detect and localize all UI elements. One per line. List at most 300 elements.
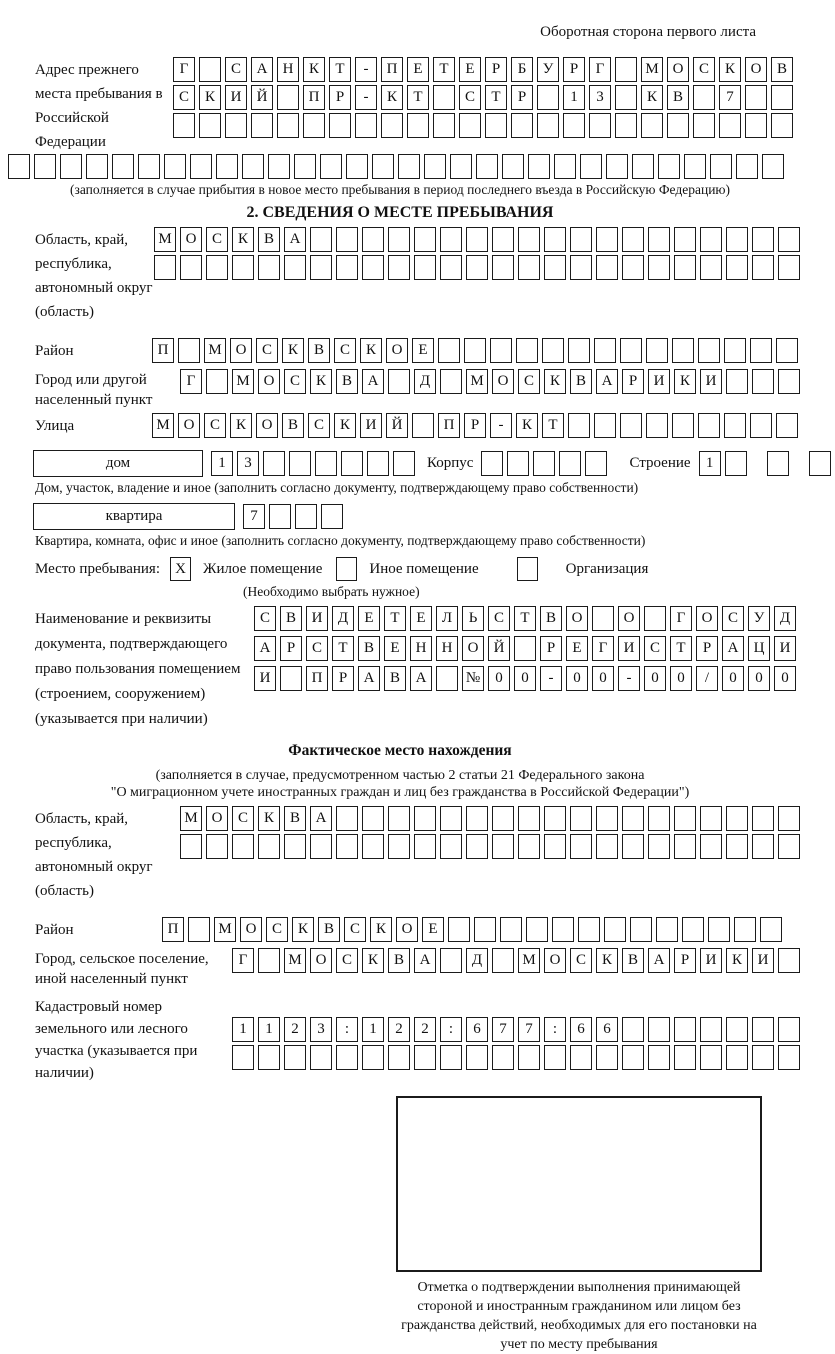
region-rows bbox=[154, 227, 804, 283]
char-box-empty bbox=[188, 917, 210, 942]
apartment-cells bbox=[243, 504, 347, 529]
char-box-filled: М bbox=[154, 227, 176, 252]
char-box-empty bbox=[622, 834, 644, 859]
stroenie-extra-cell-2 bbox=[809, 451, 835, 476]
char-box-empty bbox=[604, 917, 626, 942]
char-box-empty bbox=[474, 917, 496, 942]
char-box-filled: Ц bbox=[748, 636, 770, 661]
char-box-empty bbox=[310, 834, 332, 859]
char-box-filled: О bbox=[180, 227, 202, 252]
char-box-filled: К bbox=[726, 948, 748, 973]
char-box-filled: Р bbox=[540, 636, 562, 661]
char-box-filled: В bbox=[540, 606, 562, 631]
actual-city-label: Город, сельское поселение, иной населенный пункт bbox=[35, 951, 209, 987]
char-box-empty bbox=[372, 154, 394, 179]
char-box-empty bbox=[414, 806, 436, 831]
char-box-filled: А bbox=[358, 666, 380, 691]
char-box-filled: М bbox=[204, 338, 226, 363]
page-side-note: Оборотная сторона первого листа bbox=[540, 24, 756, 40]
char-box-empty bbox=[398, 154, 420, 179]
char-box-empty bbox=[568, 338, 590, 363]
char-box-filled: П bbox=[303, 85, 325, 110]
char-box-filled: А bbox=[410, 666, 432, 691]
char-box-filled: К bbox=[199, 85, 221, 110]
street-field bbox=[35, 413, 800, 441]
char-box-filled: Н bbox=[436, 636, 458, 661]
char-box-filled: В bbox=[336, 369, 358, 394]
char-box-filled: Ь bbox=[462, 606, 484, 631]
char-box-filled: К bbox=[370, 917, 392, 942]
char-box-filled: Р bbox=[280, 636, 302, 661]
char-box-empty bbox=[648, 834, 670, 859]
actual-district-row bbox=[162, 917, 786, 942]
char-box-empty bbox=[199, 57, 221, 82]
char-box-filled: К bbox=[381, 85, 403, 110]
region-field bbox=[35, 227, 800, 324]
char-box-empty bbox=[511, 113, 533, 138]
char-box-filled: М bbox=[152, 413, 174, 438]
cadastre-label: Кадастровый номер земельного или лесного участка (указывается при наличии) bbox=[35, 999, 198, 1081]
char-box-filled: И bbox=[700, 948, 722, 973]
char-box-filled: Т bbox=[332, 636, 354, 661]
char-box-filled: Е bbox=[384, 636, 406, 661]
street-row bbox=[152, 413, 802, 438]
char-box-empty bbox=[752, 806, 774, 831]
cadastre-row-1 bbox=[232, 1017, 804, 1042]
char-box-filled: С bbox=[232, 806, 254, 831]
char-box-empty bbox=[232, 1045, 254, 1070]
stay-type-label: Место пребывания: bbox=[35, 560, 160, 577]
char-box-filled: Е bbox=[358, 606, 380, 631]
char-box-filled: И bbox=[774, 636, 796, 661]
cadastre-row-2 bbox=[232, 1045, 804, 1070]
document-row-1 bbox=[254, 606, 800, 631]
char-box-filled: 7 bbox=[243, 504, 265, 529]
char-box-filled: П bbox=[162, 917, 184, 942]
char-box-empty bbox=[481, 451, 503, 476]
char-box-empty bbox=[537, 113, 559, 138]
char-box-filled: О bbox=[618, 606, 640, 631]
char-box-empty bbox=[570, 806, 592, 831]
char-box-filled: Р bbox=[511, 85, 533, 110]
char-box-filled: В bbox=[622, 948, 644, 973]
char-box-filled: Н bbox=[277, 57, 299, 82]
char-box-empty bbox=[644, 606, 666, 631]
char-box-filled: К bbox=[310, 369, 332, 394]
char-box-filled: К bbox=[544, 369, 566, 394]
char-box-filled: - bbox=[355, 85, 377, 110]
char-box-filled: У bbox=[537, 57, 559, 82]
char-box-empty bbox=[752, 834, 774, 859]
char-box-filled: О bbox=[544, 948, 566, 973]
checkbox-organization bbox=[517, 557, 538, 581]
char-box-empty bbox=[289, 451, 311, 476]
char-box-filled: В bbox=[771, 57, 793, 82]
char-box-empty bbox=[594, 413, 616, 438]
char-box-empty bbox=[60, 154, 82, 179]
char-box-empty bbox=[414, 227, 436, 252]
char-box-empty bbox=[674, 227, 696, 252]
char-box-empty bbox=[700, 1045, 722, 1070]
char-box-empty bbox=[594, 338, 616, 363]
option-organization-label: Организация bbox=[565, 560, 649, 577]
char-box-empty bbox=[464, 338, 486, 363]
char-box-filled: А bbox=[648, 948, 670, 973]
char-box-empty bbox=[448, 917, 470, 942]
char-box-empty bbox=[724, 413, 746, 438]
char-box-empty bbox=[698, 413, 720, 438]
district-label: Район bbox=[35, 343, 74, 359]
char-box-filled: О bbox=[696, 606, 718, 631]
char-box-filled: К bbox=[674, 369, 696, 394]
char-box-empty bbox=[648, 255, 670, 280]
char-box-filled: С bbox=[518, 369, 540, 394]
char-box-empty bbox=[620, 413, 642, 438]
char-box-empty bbox=[684, 154, 706, 179]
char-box-empty bbox=[537, 85, 559, 110]
char-box-empty bbox=[700, 806, 722, 831]
char-box-filled: 6 bbox=[570, 1017, 592, 1042]
char-box-empty bbox=[596, 806, 618, 831]
char-box-empty bbox=[674, 834, 696, 859]
char-box-empty bbox=[173, 113, 195, 138]
char-box-empty bbox=[726, 227, 748, 252]
char-box-filled: 3 bbox=[310, 1017, 332, 1042]
char-box-filled: К bbox=[230, 413, 252, 438]
char-box-filled: 1 bbox=[232, 1017, 254, 1042]
document-row-2 bbox=[254, 636, 800, 661]
char-box-filled: 2 bbox=[388, 1017, 410, 1042]
korpus-cells bbox=[481, 451, 611, 476]
char-box-empty bbox=[466, 255, 488, 280]
char-box-filled: : bbox=[336, 1017, 358, 1042]
char-box-filled: - bbox=[355, 57, 377, 82]
char-box-filled: 0 bbox=[670, 666, 692, 691]
city-label: Город или другой населенный пункт bbox=[35, 372, 153, 408]
char-box-filled: Д bbox=[332, 606, 354, 631]
char-box-filled: : bbox=[544, 1017, 566, 1042]
char-box-filled: В bbox=[258, 227, 280, 252]
char-box-empty bbox=[440, 806, 462, 831]
char-box-filled: С bbox=[570, 948, 592, 973]
char-box-filled: Б bbox=[511, 57, 533, 82]
actual-location-note-2: "О миграционном учете иностранных граждан и лиц без гражданства в Российской Федерации") bbox=[110, 785, 690, 800]
char-box-empty bbox=[268, 154, 290, 179]
korpus-label: Корпус bbox=[427, 455, 474, 471]
stamp-caption: Отметка о подтверждении выполнения принимающей стороной и иностранным гражданином или лицом без гражданства действий, необходимых для его постановки на учет по месту пребывания bbox=[401, 1280, 757, 1352]
char-box-filled: И bbox=[648, 369, 670, 394]
char-box-empty bbox=[414, 1045, 436, 1070]
char-box-empty bbox=[407, 113, 429, 138]
char-box-empty bbox=[336, 1045, 358, 1070]
char-box-empty bbox=[592, 606, 614, 631]
char-box-empty bbox=[674, 255, 696, 280]
char-box-filled: Е bbox=[566, 636, 588, 661]
char-box-empty bbox=[656, 917, 678, 942]
char-box-empty bbox=[381, 113, 403, 138]
char-box-filled: 0 bbox=[514, 666, 536, 691]
char-box-filled: М bbox=[466, 369, 488, 394]
house-row bbox=[33, 450, 800, 477]
char-box-filled: В bbox=[667, 85, 689, 110]
char-box-empty bbox=[568, 413, 590, 438]
char-box-filled: В bbox=[384, 666, 406, 691]
char-box-empty bbox=[710, 154, 732, 179]
char-box-empty bbox=[336, 834, 358, 859]
char-box-empty bbox=[433, 85, 455, 110]
char-box-empty bbox=[674, 806, 696, 831]
char-box-filled: В bbox=[280, 606, 302, 631]
char-box-empty bbox=[466, 1045, 488, 1070]
char-box-empty bbox=[492, 806, 514, 831]
char-box-empty bbox=[596, 227, 618, 252]
char-box-empty bbox=[450, 154, 472, 179]
char-box-empty bbox=[648, 1017, 670, 1042]
char-box-empty bbox=[8, 154, 30, 179]
char-box-filled: С bbox=[722, 606, 744, 631]
char-box-empty bbox=[544, 834, 566, 859]
char-box-empty bbox=[693, 113, 715, 138]
char-box-filled: 3 bbox=[237, 451, 259, 476]
char-box-filled: Е bbox=[410, 606, 432, 631]
char-box-empty bbox=[658, 154, 680, 179]
char-box-empty bbox=[778, 948, 800, 973]
char-box-empty bbox=[622, 227, 644, 252]
char-box-filled: П bbox=[152, 338, 174, 363]
char-box-empty bbox=[284, 255, 306, 280]
char-box-filled: О bbox=[256, 413, 278, 438]
char-box-empty bbox=[544, 806, 566, 831]
apartment-note: Квартира, комната, офис и иное (заполнить согласно документу, подтверждающему право собственности) bbox=[35, 533, 646, 548]
char-box-filled: И bbox=[360, 413, 382, 438]
char-box-empty bbox=[542, 338, 564, 363]
char-box-empty bbox=[258, 255, 280, 280]
char-box-empty bbox=[310, 255, 332, 280]
char-box-empty bbox=[778, 1045, 800, 1070]
char-box-empty bbox=[310, 227, 332, 252]
char-box-filled: К bbox=[334, 413, 356, 438]
char-box-filled: П bbox=[306, 666, 328, 691]
char-box-empty bbox=[388, 834, 410, 859]
char-box-filled: Р bbox=[332, 666, 354, 691]
char-box-empty bbox=[362, 806, 384, 831]
char-box-empty bbox=[242, 154, 264, 179]
char-box-filled: И bbox=[225, 85, 247, 110]
char-box-empty bbox=[693, 85, 715, 110]
char-box-empty bbox=[809, 451, 831, 476]
char-box-filled: Р bbox=[563, 57, 585, 82]
char-box-empty bbox=[570, 834, 592, 859]
char-box-filled: А bbox=[310, 806, 332, 831]
char-box-empty bbox=[646, 413, 668, 438]
char-box-empty bbox=[258, 834, 280, 859]
char-box-filled: Г bbox=[173, 57, 195, 82]
prev-address-row-1 bbox=[173, 57, 797, 82]
char-box-filled: М bbox=[232, 369, 254, 394]
char-box-empty bbox=[648, 806, 670, 831]
char-box-empty bbox=[440, 1045, 462, 1070]
char-box-filled: 0 bbox=[722, 666, 744, 691]
char-box-filled: 1 bbox=[258, 1017, 280, 1042]
char-box-empty bbox=[258, 1045, 280, 1070]
char-box-empty bbox=[726, 1045, 748, 1070]
option-other-premises-label: Иное помещение bbox=[369, 560, 479, 577]
document-label: Наименование и реквизиты документа, подтверждающего право пользования помещением (строением, сооружением) (указывается при наличии) bbox=[35, 611, 241, 727]
char-box-empty bbox=[615, 57, 637, 82]
street-label: Улица bbox=[35, 418, 75, 434]
char-box-empty bbox=[648, 227, 670, 252]
char-box-filled: Т bbox=[384, 606, 406, 631]
char-box-filled: О bbox=[178, 413, 200, 438]
char-box-filled: С bbox=[693, 57, 715, 82]
char-box-empty bbox=[190, 154, 212, 179]
char-box-empty bbox=[329, 113, 351, 138]
char-box-filled: Т bbox=[514, 606, 536, 631]
char-box-empty bbox=[178, 338, 200, 363]
char-box-filled: О bbox=[745, 57, 767, 82]
section2-title: 2. СВЕДЕНИЯ О МЕСТЕ ПРЕБЫВАНИЯ bbox=[246, 204, 554, 221]
char-box-filled: О bbox=[566, 606, 588, 631]
char-box-empty bbox=[294, 154, 316, 179]
char-box-empty bbox=[433, 113, 455, 138]
char-box-empty bbox=[724, 338, 746, 363]
char-box-empty bbox=[667, 113, 689, 138]
char-box-empty bbox=[760, 917, 782, 942]
house-number-cells bbox=[211, 451, 419, 476]
char-box-empty bbox=[232, 255, 254, 280]
char-box-empty bbox=[544, 255, 566, 280]
char-box-filled: Г bbox=[592, 636, 614, 661]
char-box-empty bbox=[750, 338, 772, 363]
char-box-empty bbox=[440, 948, 462, 973]
char-box-filled: Т bbox=[433, 57, 455, 82]
char-box-empty bbox=[492, 1045, 514, 1070]
char-box-empty bbox=[516, 338, 538, 363]
char-box-filled: К bbox=[232, 227, 254, 252]
char-box-filled: 1 bbox=[699, 451, 721, 476]
char-box-filled: О bbox=[396, 917, 418, 942]
char-box-filled: 6 bbox=[596, 1017, 618, 1042]
char-box-filled: Р bbox=[329, 85, 351, 110]
char-box-filled: 2 bbox=[414, 1017, 436, 1042]
char-box-filled: С bbox=[308, 413, 330, 438]
city-field bbox=[35, 369, 800, 410]
char-box-empty bbox=[563, 113, 585, 138]
char-box-filled: Г bbox=[232, 948, 254, 973]
char-box-empty bbox=[580, 154, 602, 179]
char-box-empty bbox=[578, 917, 600, 942]
char-box-empty bbox=[320, 154, 342, 179]
char-box-filled: К bbox=[516, 413, 538, 438]
char-box-empty bbox=[206, 255, 228, 280]
char-box-empty bbox=[336, 255, 358, 280]
char-box-filled: О bbox=[386, 338, 408, 363]
char-box-filled: / bbox=[696, 666, 718, 691]
char-box-filled: Д bbox=[466, 948, 488, 973]
char-box-empty bbox=[778, 255, 800, 280]
char-box-empty bbox=[726, 369, 748, 394]
char-box-empty bbox=[700, 1017, 722, 1042]
char-box-empty bbox=[388, 255, 410, 280]
char-box-filled: 7 bbox=[518, 1017, 540, 1042]
char-box-filled: Т bbox=[670, 636, 692, 661]
char-box-filled: К bbox=[641, 85, 663, 110]
char-box-empty bbox=[698, 338, 720, 363]
char-box-filled: В bbox=[318, 917, 340, 942]
char-box-empty bbox=[533, 451, 555, 476]
char-box-empty bbox=[492, 255, 514, 280]
char-box-empty bbox=[518, 255, 540, 280]
house-label-box: дом bbox=[33, 450, 203, 477]
char-box-empty bbox=[544, 1045, 566, 1070]
char-box-empty bbox=[518, 806, 540, 831]
stamp-area bbox=[396, 1096, 762, 1354]
char-box-empty bbox=[778, 227, 800, 252]
region-label: Область, край, республика, автономный округ (область) bbox=[35, 232, 153, 320]
actual-region-rows bbox=[180, 806, 804, 862]
actual-region-label: Область, край, республика, автономный округ (область) bbox=[35, 811, 153, 899]
char-box-filled: В bbox=[308, 338, 330, 363]
actual-district-label: Район bbox=[35, 922, 74, 938]
char-box-filled: С bbox=[306, 636, 328, 661]
char-box-filled: Т bbox=[329, 57, 351, 82]
char-box-empty bbox=[518, 1045, 540, 1070]
char-box-empty bbox=[596, 255, 618, 280]
char-box-empty bbox=[674, 1045, 696, 1070]
char-box-filled: Р bbox=[622, 369, 644, 394]
char-box-empty bbox=[440, 834, 462, 859]
char-box-empty bbox=[726, 1017, 748, 1042]
char-box-filled: О bbox=[310, 948, 332, 973]
apartment-row bbox=[33, 503, 800, 530]
actual-district-field bbox=[35, 917, 800, 945]
char-box-filled: С bbox=[173, 85, 195, 110]
char-box-filled: А bbox=[722, 636, 744, 661]
char-box-empty bbox=[734, 917, 756, 942]
char-box-filled: - bbox=[618, 666, 640, 691]
char-box-empty bbox=[518, 834, 540, 859]
char-box-filled: И bbox=[618, 636, 640, 661]
char-box-filled: К bbox=[719, 57, 741, 82]
char-box-empty bbox=[570, 255, 592, 280]
city-row bbox=[180, 369, 804, 394]
char-box-empty bbox=[622, 1045, 644, 1070]
char-box-filled: М bbox=[518, 948, 540, 973]
cadastre-rows bbox=[232, 995, 804, 1073]
char-box-empty bbox=[490, 338, 512, 363]
char-box-empty bbox=[778, 806, 800, 831]
char-box-filled: Г bbox=[670, 606, 692, 631]
char-box-filled: У bbox=[748, 606, 770, 631]
char-box-empty bbox=[251, 113, 273, 138]
char-box-empty bbox=[641, 113, 663, 138]
char-box-filled: О bbox=[462, 636, 484, 661]
char-box-empty bbox=[752, 1045, 774, 1070]
char-box-filled: 0 bbox=[566, 666, 588, 691]
char-box-empty bbox=[750, 413, 772, 438]
char-box-filled: М bbox=[641, 57, 663, 82]
char-box-empty bbox=[507, 451, 529, 476]
char-box-empty bbox=[362, 834, 384, 859]
checkbox-other-premises bbox=[336, 557, 357, 581]
char-box-empty bbox=[388, 806, 410, 831]
char-box-filled: К bbox=[360, 338, 382, 363]
char-box-empty bbox=[412, 413, 434, 438]
char-box-empty bbox=[164, 154, 186, 179]
char-box-empty bbox=[34, 154, 56, 179]
char-box-empty bbox=[630, 917, 652, 942]
char-box-empty bbox=[336, 806, 358, 831]
